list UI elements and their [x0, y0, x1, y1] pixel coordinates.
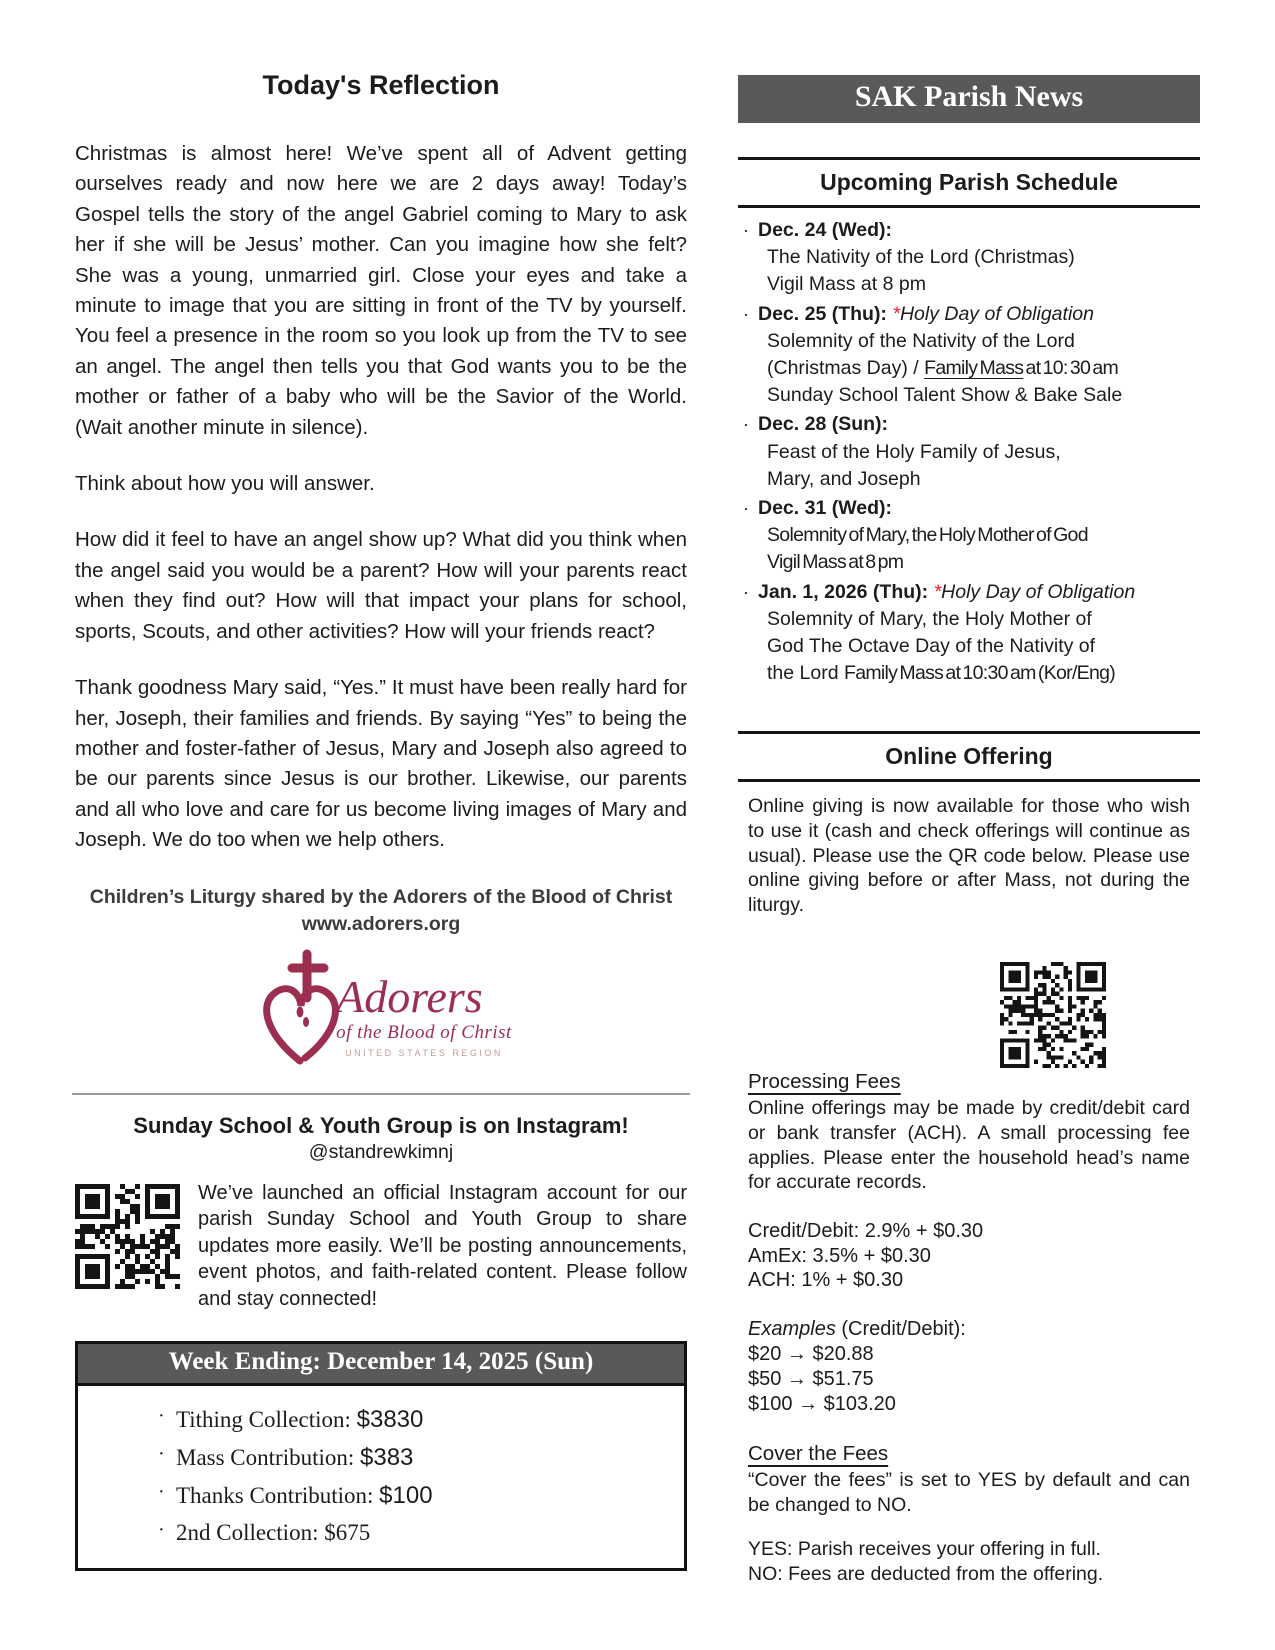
- example-100: $100 → $103.20: [748, 1392, 896, 1415]
- qr-code-online-offering: [1000, 962, 1106, 1068]
- collection-row-second: [158, 1520, 674, 1546]
- collection-label: Mass Contribution:: [176, 1444, 355, 1470]
- schedule-line: Vigil Mass at 8 pm: [767, 551, 904, 574]
- collection-label: 2nd Collection:: [176, 1519, 319, 1545]
- adorers-logo-text: [336, 970, 512, 1058]
- cover-fees-options: [738, 1537, 1200, 1586]
- cover-the-fees-heading: [738, 1442, 1200, 1466]
- reflection-paragraph-1: Christmas is almost here! We’ve spent all of Advent getting ourselves ready and now here we are 2 days away! Today’s Gospel tells the story of the angel Gabriel coming to Mary to ask her if she will be Jesus’ mother. Can you imagine how she felt? She was a young, unmarried girl. Close your eyes and take a minute to image that you are sitting in front of the TV by yourself. You feel a presence in the room so you look up from the TV to see an angel. The angel then tells you that God wants you to be the mother or father of a baby who will be the Savior of the World. (Wait another minute in silence).: [75, 142, 687, 439]
- week-ending-header: Week Ending: December 14, 2025 (Sun): [78, 1344, 684, 1386]
- schedule-line: [738, 660, 1200, 687]
- instagram-body: We’ve launched an official Instagram account for our parish Sunday School and Youth Group to share updates more easily. We’ll be posting announcements, event photos, and faith-related content. Please follow and stay connected!: [198, 1181, 687, 1310]
- schedule-item-dec24: [738, 217, 1200, 299]
- upcoming-schedule-heading: Upcoming Parish Schedule: [738, 157, 1200, 208]
- schedule-date: Dec. 25 (Thu):: [758, 302, 887, 325]
- cover-the-fees-heading-text: Cover the Fees: [748, 1442, 889, 1466]
- left-column: [75, 70, 687, 1571]
- collection-row-mass: [158, 1444, 674, 1472]
- collection-label: Tithing Collection:: [176, 1406, 351, 1432]
- example-20: $20 → $20.88: [748, 1342, 874, 1365]
- holy-day-label: Holy Day of Obligation: [941, 580, 1136, 603]
- schedule-line: [738, 355, 1200, 382]
- collection-value: $675: [324, 1519, 371, 1545]
- online-offering-qr-wrap: [738, 962, 1200, 1068]
- cover-fees-yes: YES: Parish receives your offering in full.: [748, 1538, 1101, 1561]
- adorers-logo-name: Adorers: [336, 970, 483, 1022]
- adorers-website: www.adorers.org: [301, 912, 461, 935]
- cover-fees-no: NO: Fees are deducted from the offering.: [748, 1562, 1104, 1585]
- schedule-line: God The Octave Day of the Nativity of: [767, 635, 1096, 658]
- collection-label: Thanks Contribution:: [176, 1482, 374, 1508]
- schedule-item-dec25: [738, 301, 1200, 410]
- example-50: $50 → $51.75: [748, 1367, 874, 1390]
- schedule-line-text: at 10: 30 am: [1023, 357, 1119, 380]
- schedule-item-dec28: [738, 411, 1200, 493]
- fee-ach: ACH: 1% + $0.30: [748, 1269, 904, 1292]
- schedule-line: The Nativity of the Lord (Christmas): [767, 246, 1075, 269]
- online-offering-intro: Online giving is now available for those who wish to use it (cash and check offerings will continue as usual). Please use the QR code below. Please use online giving before or after Mass, not during the liturgy.: [748, 795, 1190, 916]
- reflection-title: Today's Reflection: [262, 70, 500, 100]
- schedule-line: Sunday School Talent Show & Bake Sale: [767, 384, 1123, 407]
- instagram-handle: @standrewkimnj: [308, 1140, 454, 1163]
- family-mass-underlined: Family Mass: [924, 357, 1024, 380]
- examples-label-line: [748, 1317, 1190, 1342]
- parish-schedule-list: [738, 217, 1200, 687]
- schedule-line-text: Family Mass at 10:30 am (Kor/Eng): [843, 662, 1116, 685]
- right-column: [738, 75, 1200, 1586]
- collection-row-thanks: [158, 1482, 674, 1510]
- schedule-date: Jan. 1, 2026 (Thu):: [758, 580, 929, 603]
- reflection-paragraph-4: Thank goodness Mary said, “Yes.” It must have been really hard for her, Joseph, their families and friends. By saying “Yes” to being the mother and foster-father of Jesus, Mary and Joseph also agreed to be our parents since Jesus is our brother. Likewise, our parents and all who love and care for us become living images of Mary and Joseph. We do too when we help others.: [75, 676, 687, 852]
- childrens-liturgy-caption: Children’s Liturgy shared by the Adorers of the Blood of Christ: [89, 885, 673, 908]
- schedule-line: Mary, and Joseph: [767, 467, 921, 490]
- reflection-paragraph-3: How did it feel to have an angel show up? What did you think when the angel said you would be a parent? How will your parents react when they find out? How will that impact your plans for school, sports, Scouts, and other activities? How will your friends react?: [75, 528, 687, 643]
- instagram-title: Sunday School & Youth Group is on Instagram!: [133, 1112, 629, 1138]
- collection-value: $3830: [356, 1405, 424, 1433]
- reflection-paragraph-2: Think about how you will answer.: [75, 472, 375, 496]
- holy-day-asterisk: *: [933, 580, 942, 603]
- fee-amex: AmEx: 3.5% + $0.30: [748, 1244, 931, 1267]
- schedule-line: Solemnity of Mary, the Holy Mother of: [767, 607, 1092, 630]
- processing-fees-body: Online offerings may be made by credit/debit card or bank transfer (ACH). A small processing fee applies. Please enter the household head’s name for accurate records.: [748, 1097, 1190, 1194]
- fee-credit-debit: Credit/Debit: 2.9% + $0.30: [748, 1219, 984, 1242]
- schedule-line-text: (Christmas Day) /: [767, 357, 925, 380]
- fee-examples: [738, 1317, 1200, 1416]
- schedule-line: Vigil Mass at 8 pm: [767, 273, 926, 296]
- schedule-date: Dec. 24 (Wed):: [758, 219, 893, 241]
- collection-value: $383: [360, 1443, 414, 1471]
- holy-day-asterisk: *: [892, 302, 900, 325]
- collection-row-tithing: [158, 1406, 674, 1434]
- fee-rates: [738, 1219, 1200, 1293]
- adorers-logo-region: UNITED STATES REGION: [345, 1047, 503, 1058]
- processing-fees-heading: [738, 1070, 1200, 1094]
- examples-label: Examples: [748, 1318, 836, 1341]
- qr-code-instagram: [75, 1184, 180, 1289]
- parish-news-banner: SAK Parish News: [738, 75, 1200, 123]
- schedule-line: Solemnity of the Nativity of the Lord: [767, 329, 1075, 352]
- instagram-row: [75, 1180, 687, 1313]
- processing-fees-heading-text: Processing Fees: [748, 1070, 901, 1094]
- schedule-date: Dec. 31 (Wed):: [758, 497, 893, 520]
- schedule-line-text: the Lord: [767, 662, 844, 685]
- schedule-item-jan1: [738, 579, 1200, 688]
- schedule-line: Solemnity of Mary, the Holy Mother of God: [767, 524, 1088, 547]
- schedule-item-dec31: [738, 495, 1200, 577]
- collection-value: $100: [379, 1481, 433, 1509]
- holy-day-label: Holy Day of Obligation: [899, 302, 1094, 325]
- week-ending-box: [75, 1341, 687, 1571]
- cover-the-fees-body: “Cover the fees” is set to YES by default and can be changed to NO.: [748, 1469, 1190, 1516]
- adorers-logo: [75, 946, 687, 1079]
- examples-suffix: (Credit/Debit):: [835, 1318, 966, 1341]
- schedule-line: Feast of the Holy Family of Jesus,: [767, 440, 1061, 463]
- online-offering-heading: Online Offering: [738, 731, 1200, 782]
- schedule-date: Dec. 28 (Sun):: [758, 413, 889, 436]
- adorers-logo-subtitle: of the Blood of Christ: [336, 1021, 512, 1043]
- section-divider: [72, 1093, 690, 1095]
- week-ending-items: [78, 1386, 684, 1568]
